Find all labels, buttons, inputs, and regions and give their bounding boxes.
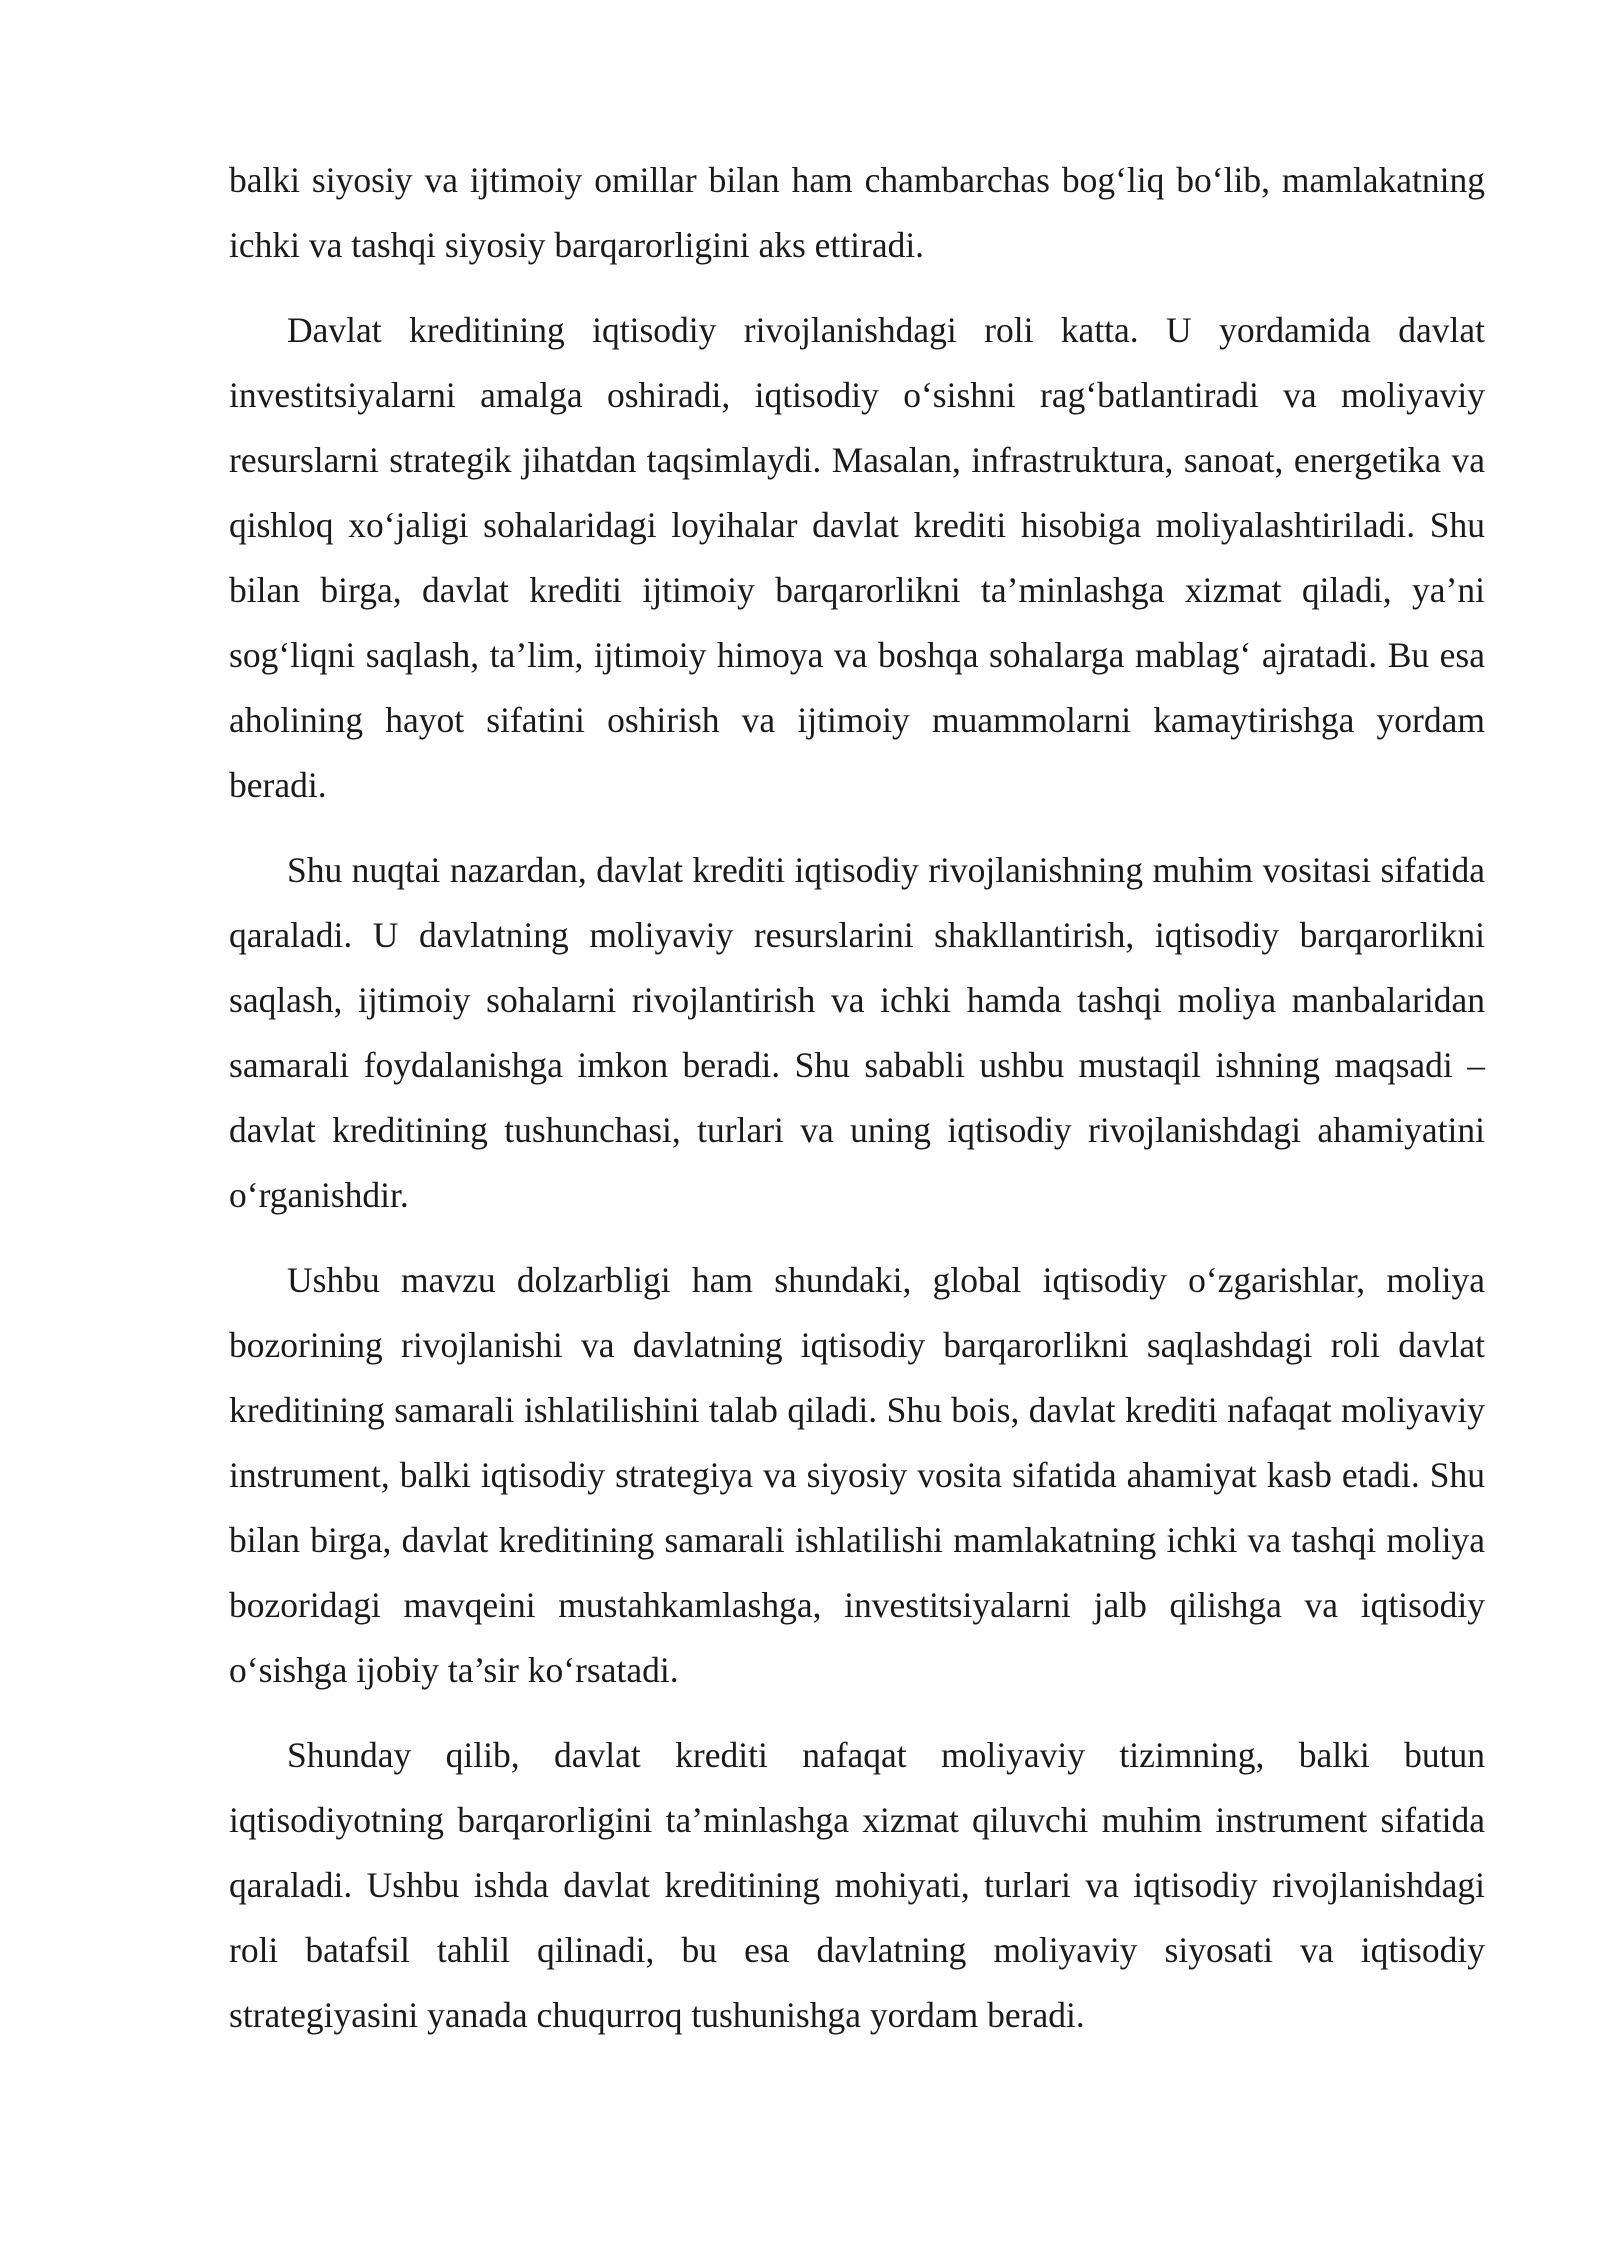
paragraph-purpose: Shu nuqtai nazardan, davlat krediti iqtisodiy rivojlanishning muhim vositasi sifatida qaraladi. U davlatning moliyaviy resurslarini shakllantirish, iqtisodiy barqarorlikni saqlash, ijtimoiy sohalarni rivojlantirish va ichki hamda tashqi moliya manbalaridan samarali foydalanishga imkon beradi. Shu sababli ushbu mustaqil ishning maqsadi – davlat kreditining tushunchasi, turlari va uning iqtisodiy rivojlanishdagi ahamiyatini o‘rganishdir.	[229, 850, 1485, 1215]
paragraph-role-of-state-credit: Davlat kreditining iqtisodiy rivojlanishdagi roli katta. U yordamida davlat investitsiyalarni amalga oshiradi, iqtisodiy o‘sishni rag‘batlantiradi va moliyaviy resurslarni strategik jihatdan taqsimlaydi. Masalan, infrastruktura, sanoat, energetika va qishloq xo‘jaligi sohalaridagi loyihalar davlat krediti hisobiga moliyalashtiriladi. Shu bilan birga, davlat krediti ijtimoiy barqarorlikni ta’minlashga xizmat qiladi, ya’ni sog‘liqni saqlash, ta’lim, ijtimoiy himoya va boshqa sohalarga mablag‘ ajratadi. Bu esa aholining hayot sifatini oshirish va ijtimoiy muammolarni kamaytirishga yordam beradi.	[229, 310, 1485, 805]
document-body	[229, 148, 1485, 2068]
paragraph-continuation: balki siyosiy va ijtimoiy omillar bilan ham chambarchas bog‘liq bo‘lib, mamlakatning ichki va tashqi siyosiy barqarorligini aks ettiradi.	[229, 160, 1485, 265]
paragraph-relevance: Ushbu mavzu dolzarbligi ham shundaki, global iqtisodiy o‘zgarishlar, moliya bozorining rivojlanishi va davlatning iqtisodiy barqarorlikni saqlashdagi roli davlat kreditining samarali ishlatilishini talab qiladi. Shu bois, davlat krediti nafaqat moliyaviy instrument, balki iqtisodiy strategiya va siyosiy vosita sifatida ahamiyat kasb etadi. Shu bilan birga, davlat kreditining samarali ishlatilishi mamlakatning ichki va tashqi moliya bozoridagi mavqeini mustahkamlashga, investitsiyalarni jalb qilishga va iqtisodiy o‘sishga ijobiy ta’sir ko‘rsatadi.	[229, 1260, 1485, 1690]
paragraph-conclusion: Shunday qilib, davlat krediti nafaqat moliyaviy tizimning, balki butun iqtisodiyotning barqarorligini ta’minlashga xizmat qiluvchi muhim instrument sifatida qaraladi. Ushbu ishda davlat kreditining mohiyati, turlari va iqtisodiy rivojlanishdagi roli batafsil tahlil qilinadi, bu esa davlatning moliyaviy siyosati va iqtisodiy strategiyasini yanada chuqurroq tushunishga yordam beradi.	[229, 1735, 1485, 2035]
